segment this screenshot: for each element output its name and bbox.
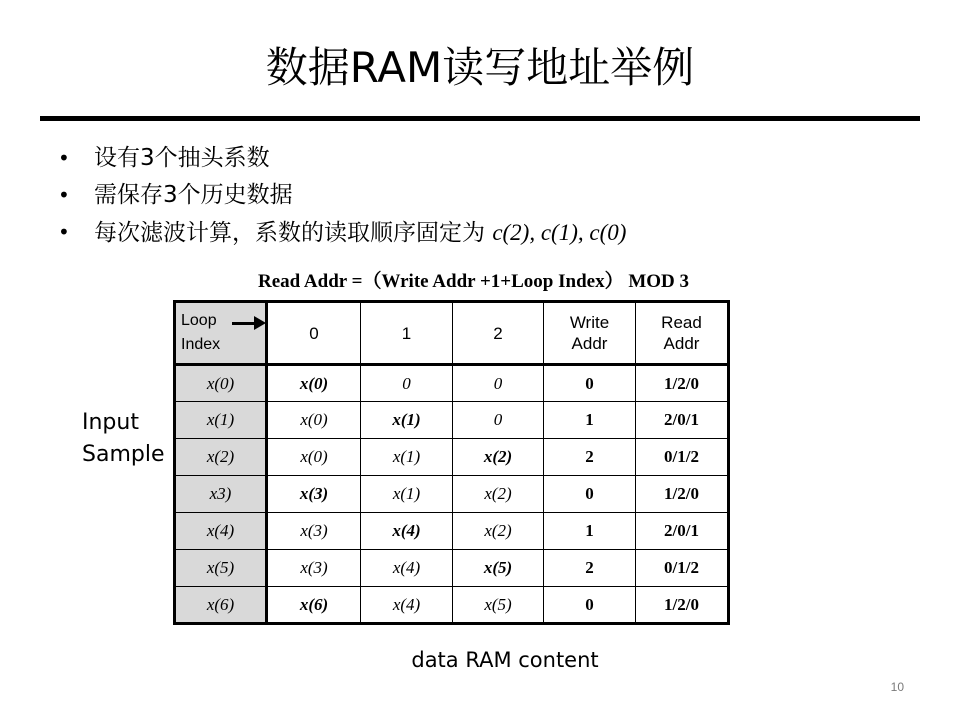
ram-cell: x(6) — [267, 587, 361, 624]
ram-cell: x(2) — [453, 513, 544, 550]
ram-cell: x(0) — [267, 365, 361, 402]
table-row — [175, 402, 729, 439]
table-row — [175, 513, 729, 550]
write-addr-cell: 1 — [544, 402, 636, 439]
header-loop-2: 2 — [453, 302, 544, 365]
bullet-item — [58, 140, 626, 177]
input-sample-cell: x(2) — [175, 439, 267, 476]
ram-cell: x(4) — [361, 550, 453, 587]
ram-cell: x(4) — [361, 587, 453, 624]
title-divider — [40, 116, 920, 121]
write-addr-cell: 0 — [544, 587, 636, 624]
ram-cell: x(1) — [361, 439, 453, 476]
bullet-item — [58, 214, 626, 252]
table-row — [175, 439, 729, 476]
table-header-row — [175, 302, 729, 365]
corner-label-loop: Loop — [181, 312, 217, 329]
bullet-text: 设有3个抽头系数 — [94, 145, 270, 171]
coefficient-order: c(2), c(1), c(0) — [492, 220, 627, 245]
write-addr-cell: 0 — [544, 476, 636, 513]
ram-cell: x(5) — [453, 587, 544, 624]
input-sample-cell: x(4) — [175, 513, 267, 550]
read-address-formula: Read Addr =（Write Addr +1+Loop Index） MOD 3 — [258, 271, 690, 292]
header-loop-0: 0 — [267, 302, 361, 365]
slide-title: 数据RAM读写地址举例 — [265, 43, 695, 92]
read-addr-cell: 1/2/0 — [636, 587, 729, 624]
ram-cell: 0 — [361, 365, 453, 402]
loop-index-corner — [176, 309, 265, 357]
table-row — [175, 587, 729, 624]
ram-cell: x(4) — [361, 513, 453, 550]
corner-label-index: Index — [181, 336, 221, 353]
ram-cell: x(3) — [267, 513, 361, 550]
bullet-text: 每次滤波计算，系数的读取顺序固定为 — [94, 220, 485, 246]
ram-cell: x(1) — [361, 476, 453, 513]
bullet-item — [58, 177, 626, 214]
bullet-dot: • — [58, 220, 70, 244]
ram-cell: x(0) — [267, 402, 361, 439]
header-read-addr: Read Addr — [636, 302, 729, 365]
input-sample-label — [82, 407, 165, 471]
ram-cell: 0 — [453, 402, 544, 439]
input-sample-cell: x(0) — [175, 365, 267, 402]
input-sample-label-line2: Sample — [82, 442, 165, 467]
header-loop-1: 1 — [361, 302, 453, 365]
read-addr-cell: 2/0/1 — [636, 402, 729, 439]
ram-cell: x(2) — [453, 476, 544, 513]
read-addr-cell: 2/0/1 — [636, 513, 729, 550]
loop-index-corner-cell — [175, 302, 267, 365]
read-addr-cell: 0/1/2 — [636, 550, 729, 587]
table-row — [175, 476, 729, 513]
page-number: 10 — [890, 680, 904, 694]
input-sample-cell: x(5) — [175, 550, 267, 587]
ram-cell: x(3) — [267, 476, 361, 513]
bullet-dot: • — [58, 146, 70, 170]
read-addr-cell: 1/2/0 — [636, 365, 729, 402]
bullet-dot: • — [58, 183, 70, 207]
ram-cell: x(0) — [267, 439, 361, 476]
ram-cell: 0 — [453, 365, 544, 402]
table-row — [175, 365, 729, 402]
ram-cell: x(1) — [361, 402, 453, 439]
ram-cell: x(2) — [453, 439, 544, 476]
table-row — [175, 550, 729, 587]
write-addr-cell: 2 — [544, 550, 636, 587]
input-sample-cell: x(6) — [175, 587, 267, 624]
input-sample-cell: x3) — [175, 476, 267, 513]
header-write-addr: Write Addr — [544, 302, 636, 365]
input-sample-cell: x(1) — [175, 402, 267, 439]
data-ram-table — [173, 300, 730, 625]
table-caption — [0, 648, 960, 672]
bullet-list — [58, 140, 626, 252]
input-sample-label-line1: Input — [82, 410, 139, 435]
bullet-text: 需保存3个历史数据 — [94, 182, 293, 208]
table-caption-text: data RAM content — [411, 648, 599, 672]
write-addr-cell: 2 — [544, 439, 636, 476]
ram-cell: x(3) — [267, 550, 361, 587]
write-addr-cell: 0 — [544, 365, 636, 402]
right-arrow-icon — [232, 322, 256, 325]
read-addr-cell: 1/2/0 — [636, 476, 729, 513]
ram-cell: x(5) — [453, 550, 544, 587]
write-addr-cell: 1 — [544, 513, 636, 550]
read-addr-cell: 0/1/2 — [636, 439, 729, 476]
